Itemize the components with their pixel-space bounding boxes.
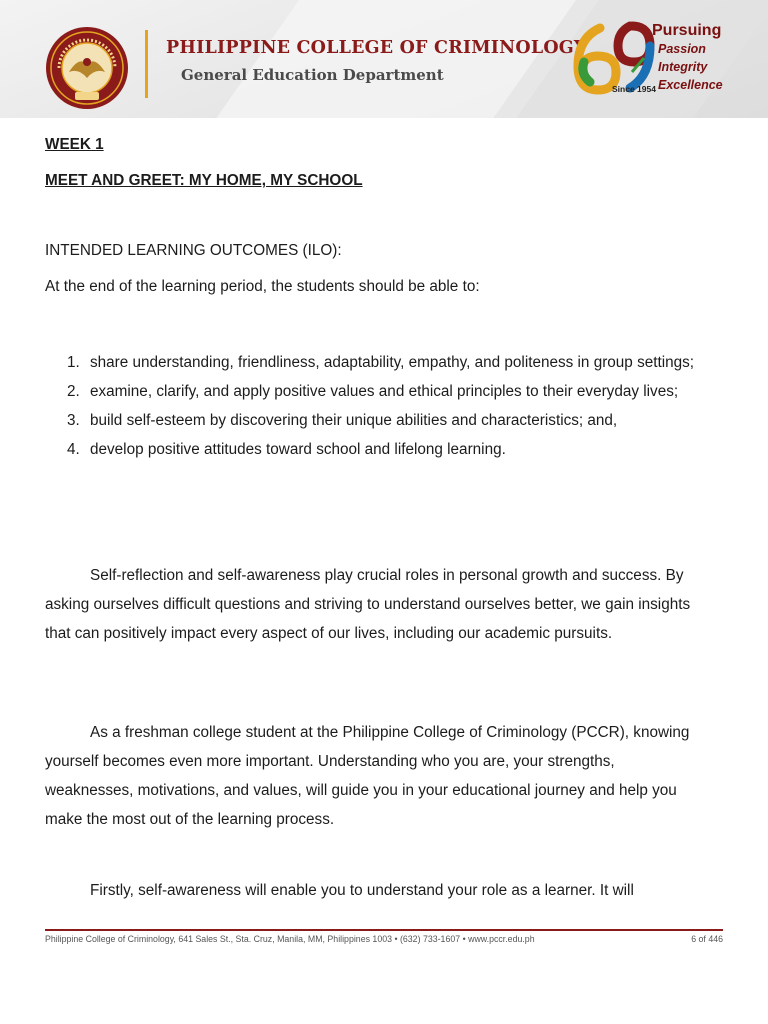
list-number: 3. xyxy=(67,412,80,429)
list-item-text: examine, clarify, and apply positive values and ethical principles to their everyday lives; xyxy=(90,383,679,400)
header-divider xyxy=(145,30,148,98)
list-item-text: develop positive attitudes toward school and lifelong learning. xyxy=(90,441,506,458)
college-seal-logo xyxy=(45,26,129,110)
lesson-title: MEET AND GREET: MY HOME, MY SCHOOL xyxy=(45,172,363,189)
list-item xyxy=(45,435,705,464)
college-name: PHILIPPINE COLLEGE OF CRIMINOLOGY xyxy=(166,38,587,58)
ilo-intro: At the end of the learning period, the students should be able to: xyxy=(45,278,480,295)
since-label: Since 1954 xyxy=(612,84,656,94)
list-item xyxy=(45,348,705,377)
motto-passion: Passion xyxy=(658,42,706,56)
paragraph-self-reflection: Self-reflection and self-awareness play crucial roles in personal growth and success. By asking ourselves difficult questions and striving to understand ourselves better, we gain insights that can positively impact every aspect of our lives, including our academic pursuits. xyxy=(45,567,691,642)
list-item xyxy=(45,406,705,435)
motto-pursuing: Pursuing xyxy=(652,22,722,39)
motto-excellence: Excellence xyxy=(658,78,723,92)
paragraph-freshman: As a freshman college student at the Philippine College of Criminology (PCCR), knowing yourself becomes even more important. Understanding who you are, your strengths, weaknesses, motivations, and values, will guide you in your educational journey and help you make the most out of the learning process. xyxy=(45,724,690,828)
page-header xyxy=(0,0,768,118)
list-number: 4. xyxy=(67,441,80,458)
footer-address: Philippine College of Criminology, 641 Sales St., Sta. Cruz, Manila, MM, Philippines 1003 • (632) 733-1607 • www.pccr.edu.ph xyxy=(45,934,535,944)
department-name: General Education Department xyxy=(181,66,444,84)
learning-outcomes-list xyxy=(45,348,705,464)
list-item xyxy=(45,377,705,406)
list-item-text: build self-esteem by discovering their unique abilities and characteristics; and, xyxy=(90,412,618,429)
footer-divider xyxy=(45,929,723,931)
list-number: 2. xyxy=(67,383,80,400)
page-number: 6 of 446 xyxy=(691,934,723,944)
list-number: 1. xyxy=(67,354,80,371)
week-heading: WEEK 1 xyxy=(45,136,104,153)
list-item-text: share understanding, friendliness, adaptability, empathy, and politeness in group settings; xyxy=(90,354,695,371)
paragraph-firstly: Firstly, self-awareness will enable you to understand your role as a learner. It will xyxy=(90,882,634,899)
motto xyxy=(652,22,723,94)
ilo-heading: INTENDED LEARNING OUTCOMES (ILO): xyxy=(45,242,342,259)
motto-integrity: Integrity xyxy=(658,60,708,74)
